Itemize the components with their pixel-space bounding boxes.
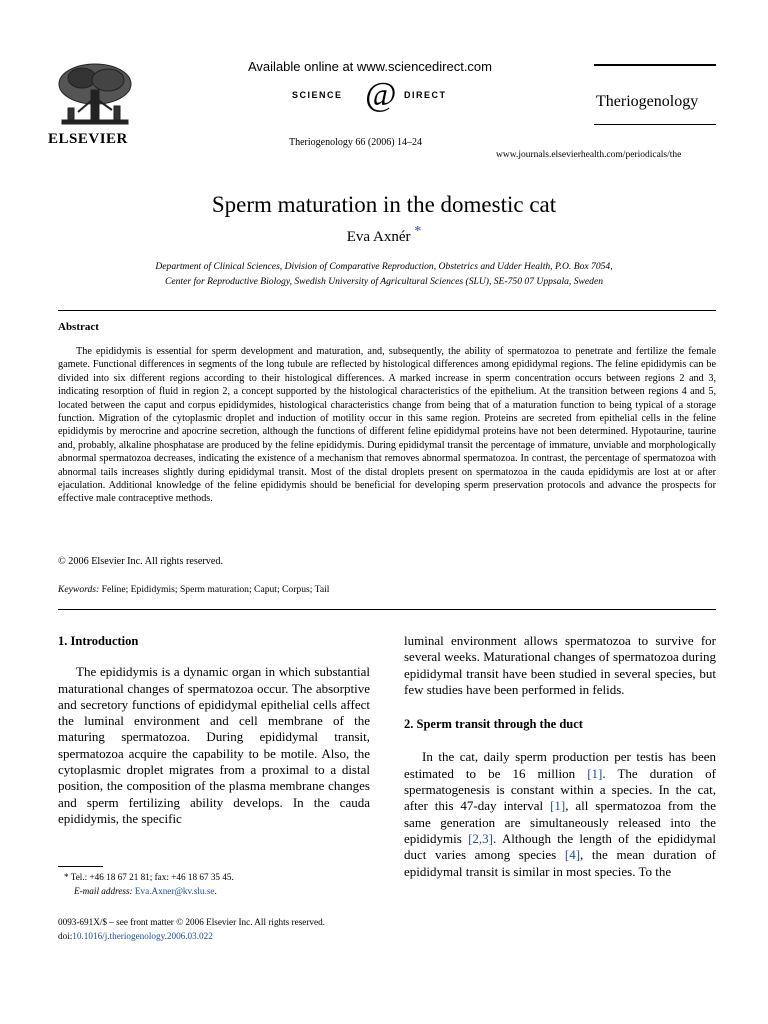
sd-left-text: SCIENCE — [292, 90, 343, 100]
sd-right-text: DIRECT — [404, 90, 447, 100]
reference-link[interactable]: [1] — [550, 798, 566, 814]
keywords-list: Feline; Epididymis; Sperm maturation; Caput; Corpus; Tail — [101, 584, 330, 595]
email-link[interactable]: Eva.Axner@kv.slu.se — [134, 886, 215, 896]
section-1-paragraph: The epididymis is a dynamic organ in which substantial maturational changes of spermatozoa occur. The absorptive and secretory functions of epididymal epithelial cells affect the luminal environment and cell membrane of the maturing spermatozoa. During epididymal transit, spermatozoa acquire the capability to be motile. Also, the cytoplasmic droplet migrates from a proximal to a distal position, the composition of the plasma membrane changes and sperm fertilizing ability develops. In the cauda epididymis, the specific — [58, 664, 370, 826]
affiliation — [0, 259, 768, 289]
journal-name: Theriogenology — [596, 93, 699, 110]
author-footnote: * Tel.: +46 18 67 21 81; fax: +46 18 67 35 45. E-mail address: Eva.Axner@kv.slu.se. — [64, 872, 234, 896]
article-title: Sperm maturation in the domestic cat — [211, 192, 557, 217]
right-column — [404, 633, 716, 880]
abstract-copyright: © 2006 Elsevier Inc. All rights reserved. — [58, 556, 224, 567]
sciencedirect-logo[interactable] — [292, 76, 482, 113]
footnote-rule — [58, 866, 103, 867]
abstract-text: The epididymis is essential for sperm development and maturation, and, subsequently, the ability of spermatozoa to penetrate and fertilize the female gamete. Functional differences in segments of the long tubule are reflected by histological differences among epididymal regions. The feline epididymis can be divided into six different regions according to their histological differences. A marked increase in sperm concentration occurs between regions 2 and 3, indicating resorption of fluid in region 2, a concept supported by the histological characteristics of the epithelium. At the transition between regions 4 and 5, located between the caput and corpus epididymides, histological characteristics change from being that of a maturation function to being typical of a storage function. Migration of the cytoplasmic droplet and induction of motility occur in this same region. Proteins are secreted from epithelial cells in the feline epididymis by merocrine and apocrine secretion, although the functions of different feline epididymal proteins have not been determined. Hypotaurine, taurine and, probably, alkaline phosphatase are produced by the feline epididymis. During epididymal transit the percentage of immature, unviable and morphologically abnormal spermatozoa decreases, indicating the existence of a mechanism that removes abnormal spermatozoa. In contrast, the percentage of spermatozoa with abnormal tails increases slightly during epididymal transit. Most of the distal droplets present on spermatozoa in the cauda epididymis are lost at or after ejaculation. Additional knowledge of the feline epididymis should be beneficial for developing sperm preservation protocols and advance the prospects for effective male contraceptive methods. — [58, 346, 716, 505]
abstract-heading: Abstract — [58, 321, 99, 333]
footnote-contact: * Tel.: +46 18 67 21 81; fax: +46 18 67 35 45. — [64, 872, 234, 882]
affiliation-line-1: Department of Clinical Sciences, Division of Comparative Reproduction, Obstetrics and Udder Health, P.O. Box 7054, — [155, 261, 613, 272]
doi-link[interactable]: 10.1016/j.theriogenology.2006.03.022 — [72, 931, 213, 941]
author-name: Eva Axnér — [346, 229, 411, 245]
front-matter-info — [58, 915, 325, 943]
issn-line: 0093-691X/$ – see front matter © 2006 Elsevier Inc. All rights reserved. — [58, 917, 325, 927]
reference-link[interactable]: [4] — [564, 847, 581, 863]
doi-label: doi: — [58, 931, 73, 941]
reference-link[interactable]: [2,3] — [468, 830, 493, 846]
left-column — [58, 633, 370, 827]
section-2-paragraph: In the cat, daily sperm production per testis has been estimated to be 16 million [1]. The duration of spermatogenesis is constant within a species. In the cat, after this 47-day interval [1], all spermatozoa from the same generation are simultaneously released into the epididymis [2,3]. Although the length of the epididymal duct varies among species [4], the mean duration of epididymal transit is similar in most species. To the — [404, 749, 717, 879]
header-rule — [594, 64, 716, 66]
header-rule-thin — [594, 124, 716, 125]
author-footnote-mark[interactable]: * — [414, 224, 422, 239]
reference-link[interactable]: [1] — [587, 765, 603, 781]
affiliation-line-2: Center for Reproductive Biology, Swedish University of Agricultural Sciences (SLU), SE-750 07 Uppsala, Sweden — [164, 276, 604, 287]
section-1-continuation: luminal environment allows spermatozoa to survive for several weeks. Maturational changes of spermatozoa during epididymal transit have been studied in several species, but few studies have been performed in felids. — [404, 633, 716, 697]
journal-citation: Theriogenology 66 (2006) 14–24 — [289, 137, 423, 148]
keywords — [58, 584, 329, 595]
journal-url-link[interactable]: www.journals.elsevierhealth.com/periodicals/the — [496, 150, 682, 160]
abstract-bottom-rule — [58, 609, 716, 610]
email-label: E-mail address: — [74, 886, 133, 896]
section-1-heading: 1. Introduction — [58, 634, 139, 648]
available-online-link[interactable]: Available online at www.sciencedirect.com — [248, 59, 492, 74]
keywords-label: Keywords: — [58, 584, 100, 595]
abstract-top-rule — [58, 310, 716, 311]
author-line — [0, 224, 768, 246]
sd-at-symbol: @ — [365, 76, 397, 113]
section-2-heading: 2. Sperm transit through the duct — [404, 717, 583, 732]
publisher-name: ELSEVIER — [48, 131, 128, 147]
